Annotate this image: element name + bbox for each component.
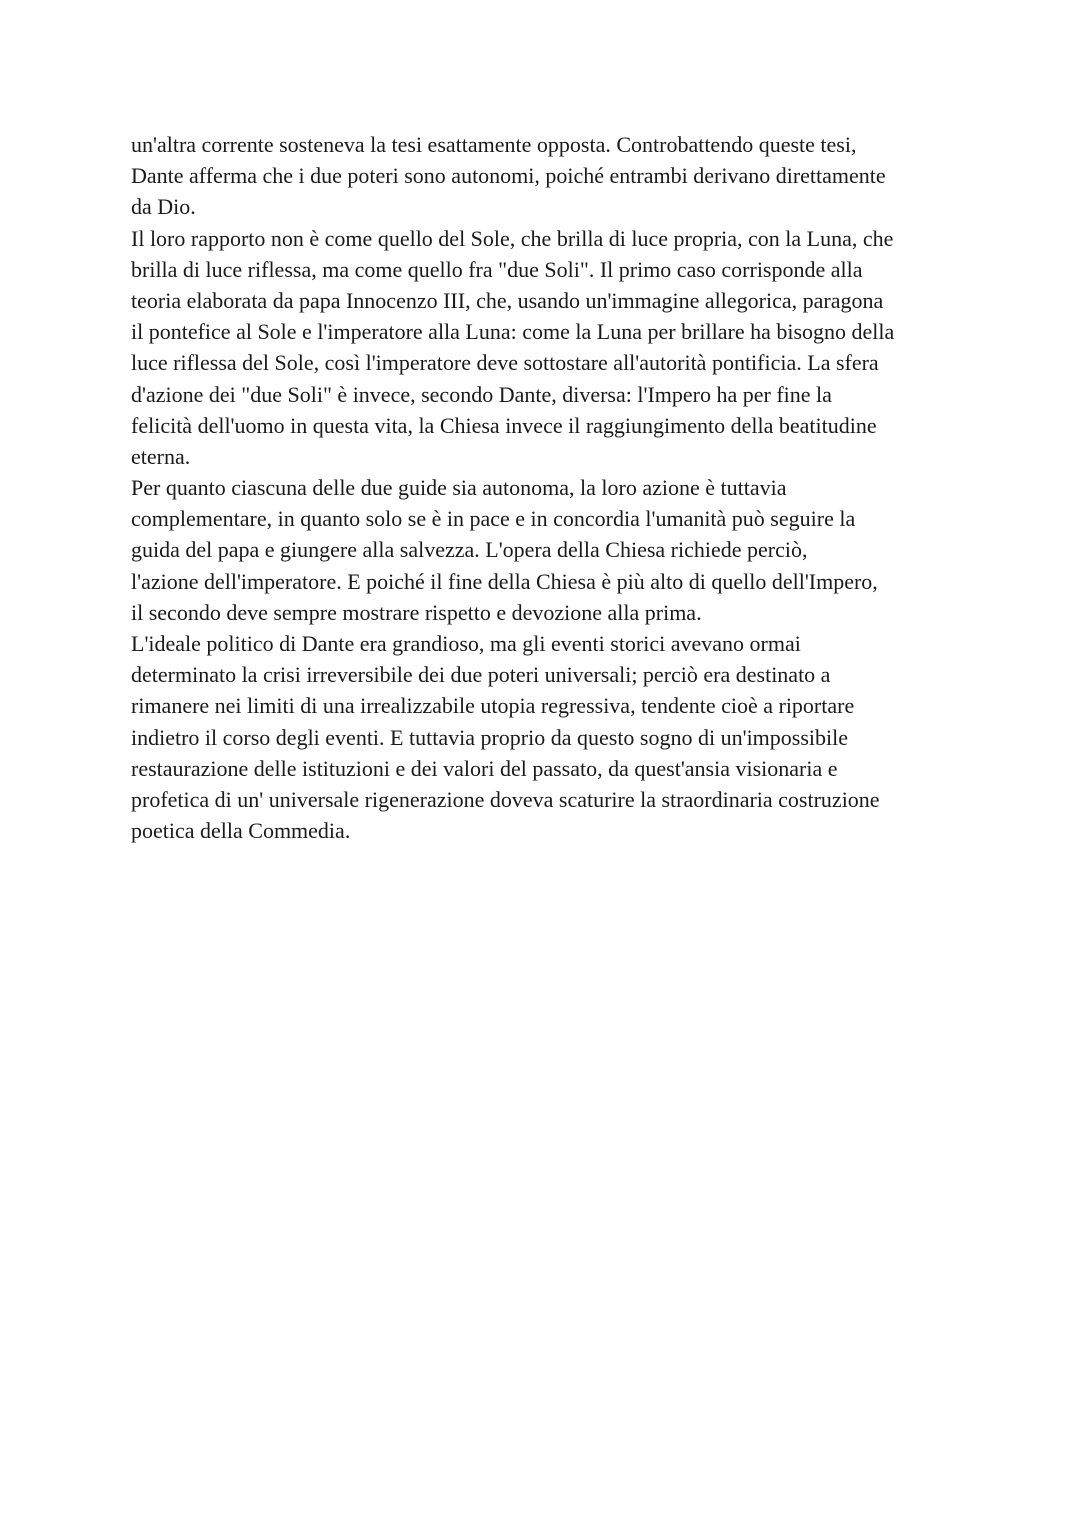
text-line: il secondo deve sempre mostrare rispetto e devozione alla prima. <box>131 599 702 625</box>
text-line: luce riflessa del Sole, così l'imperatore deve sottostare all'autorità pontificia. La sfera <box>131 350 879 376</box>
text-line: guida del papa e giungere alla salvezza. L'opera della Chiesa richiede perciò, <box>131 537 808 563</box>
text-line: felicità dell'uomo in questa vita, la Chiesa invece il raggiungimento della beatitudine <box>131 412 877 438</box>
text-line: da Dio. <box>131 194 196 220</box>
text-line: d'azione dei "due Soli" è invece, secondo Dante, diversa: l'Impero ha per fine la <box>131 381 832 407</box>
text-line: complementare, in quanto solo se è in pace e in concordia l'umanità può seguire la <box>131 506 856 532</box>
text-line: eterna. <box>131 443 191 469</box>
text-line: L'ideale politico di Dante era grandioso, ma gli eventi storici avevano ormai <box>131 631 801 656</box>
text-line: profetica di un' universale rigenerazione doveva scaturire la straordinaria costruzione <box>131 786 880 812</box>
text-line: un'altra corrente sosteneva la tesi esattamente opposta. Controbattendo queste tesi, <box>131 132 857 157</box>
text-line: poetica della Commedia. <box>131 818 351 844</box>
text-line: teoria elaborata da papa Innocenzo III, che, usando un'immagine allegorica, paragona <box>131 287 884 313</box>
text-line: restaurazione delle istituzioni e dei valori del passato, da quest'ansia visionaria e <box>131 755 838 781</box>
text-line: rimanere nei limiti di una irrealizzabile utopia regressiva, tendente cioè a riportare <box>131 693 855 719</box>
text-line: Il loro rapporto non è come quello del Sole, che brilla di luce propria, con la Luna, che <box>131 225 894 251</box>
text-line: l'azione dell'imperatore. E poiché il fine della Chiesa è più alto di quello dell'Impero, <box>131 568 878 594</box>
text-line: Dante afferma che i due poteri sono autonomi, poiché entrambi derivano direttamente <box>131 163 886 189</box>
text-line: determinato la crisi irreversibile dei due poteri universali; perciò era destinato a <box>131 662 831 688</box>
text-line: indietro il corso degli eventi. E tuttavia proprio da questo sogno di un'impossibile <box>131 724 849 750</box>
text-line: Per quanto ciascuna delle due guide sia autonoma, la loro azione è tuttavia <box>131 475 787 501</box>
body-text <box>131 129 971 846</box>
text-line: il pontefice al Sole e l'imperatore alla Luna: come la Luna per brillare ha bisogno della <box>131 319 895 345</box>
text-line: brilla di luce riflessa, ma come quello fra "due Soli". Il primo caso corrisponde alla <box>131 256 863 282</box>
